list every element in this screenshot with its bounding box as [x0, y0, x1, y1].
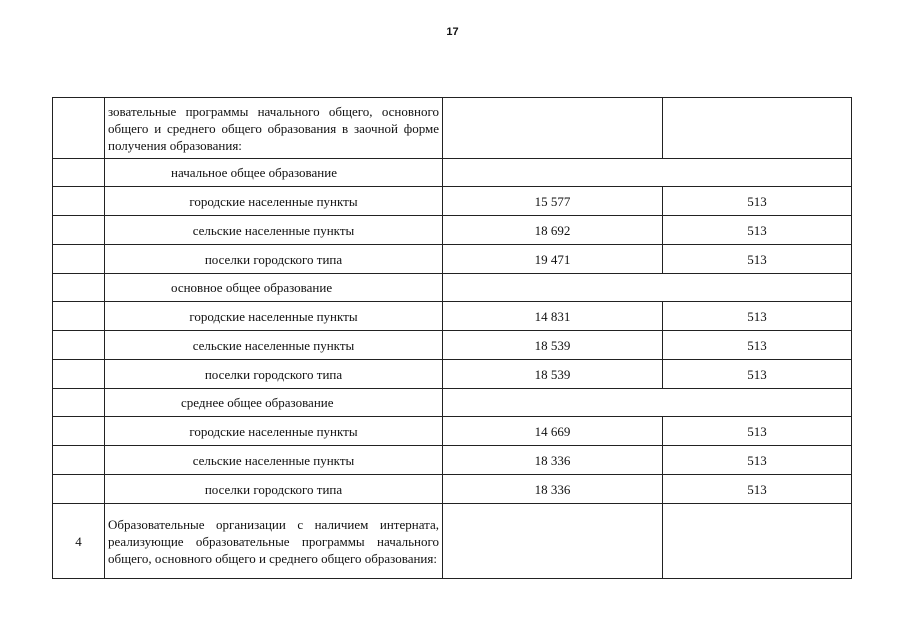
level-header-row — [53, 389, 852, 417]
value1-cell: 14 831 — [443, 302, 663, 331]
settlement-label: городские населенные пункты — [105, 302, 443, 331]
row-number-cell — [53, 159, 105, 187]
value1-cell — [443, 98, 663, 159]
value2-cell: 513 — [663, 302, 852, 331]
value1-cell: 18 539 — [443, 360, 663, 389]
value1-cell: 18 539 — [443, 331, 663, 360]
row-number-cell — [53, 446, 105, 475]
value1-cell: 15 577 — [443, 187, 663, 216]
row-number-cell — [53, 245, 105, 274]
value2-cell: 513 — [663, 245, 852, 274]
value1-cell: 14 669 — [443, 417, 663, 446]
value2-cell: 513 — [663, 360, 852, 389]
row-number-cell — [53, 216, 105, 245]
row-number-cell — [53, 331, 105, 360]
continuation-row — [53, 98, 852, 159]
value2-cell: 513 — [663, 331, 852, 360]
item-row — [53, 504, 852, 579]
settlement-label: поселки городского типа — [105, 475, 443, 504]
settlement-label: городские населенные пункты — [105, 187, 443, 216]
table-row — [53, 216, 852, 245]
continuation-text: зовательные программы начального общего, основного общего и среднего общего образования в заочной форме получения образования: — [105, 98, 443, 159]
item-text: Образовательные организации с наличием интерната, реализующие образовательные программы начального общего, основного общего и среднего общего образования: — [105, 504, 443, 579]
level-header-row — [53, 274, 852, 302]
value2-cell: 513 — [663, 187, 852, 216]
table-row — [53, 417, 852, 446]
row-number-cell: 4 — [53, 504, 105, 579]
table-row — [53, 245, 852, 274]
value1-cell: 18 336 — [443, 446, 663, 475]
value1-cell: 19 471 — [443, 245, 663, 274]
settlement-label: поселки городского типа — [105, 360, 443, 389]
value2-cell: 513 — [663, 216, 852, 245]
table-row — [53, 187, 852, 216]
value1-cell: 18 692 — [443, 216, 663, 245]
table-row — [53, 475, 852, 504]
value2-cell — [663, 98, 852, 159]
level-label: среднее общее образование — [105, 389, 443, 417]
value1-cell — [443, 504, 663, 579]
level-empty-cell — [443, 159, 852, 187]
level-label: начальное общее образование — [105, 159, 443, 187]
row-number-cell — [53, 187, 105, 216]
table-row — [53, 360, 852, 389]
row-number-cell — [53, 98, 105, 159]
row-number-cell — [53, 417, 105, 446]
row-number-cell — [53, 389, 105, 417]
table-row — [53, 302, 852, 331]
settlement-label: сельские населенные пункты — [105, 331, 443, 360]
row-number-cell — [53, 475, 105, 504]
settlement-label: сельские населенные пункты — [105, 216, 443, 245]
settlement-label: поселки городского типа — [105, 245, 443, 274]
value2-cell: 513 — [663, 475, 852, 504]
norms-table — [52, 97, 852, 579]
settlement-label: сельские населенные пункты — [105, 446, 443, 475]
settlement-label: городские населенные пункты — [105, 417, 443, 446]
value1-cell: 18 336 — [443, 475, 663, 504]
row-number-cell — [53, 360, 105, 389]
value2-cell: 513 — [663, 417, 852, 446]
row-number-cell — [53, 274, 105, 302]
value2-cell — [663, 504, 852, 579]
level-empty-cell — [443, 389, 852, 417]
level-empty-cell — [443, 274, 852, 302]
value2-cell: 513 — [663, 446, 852, 475]
table-row — [53, 446, 852, 475]
table-row — [53, 331, 852, 360]
level-label: основное общее образование — [105, 274, 443, 302]
row-number-cell — [53, 302, 105, 331]
page-number: 17 — [446, 26, 459, 38]
level-header-row — [53, 159, 852, 187]
